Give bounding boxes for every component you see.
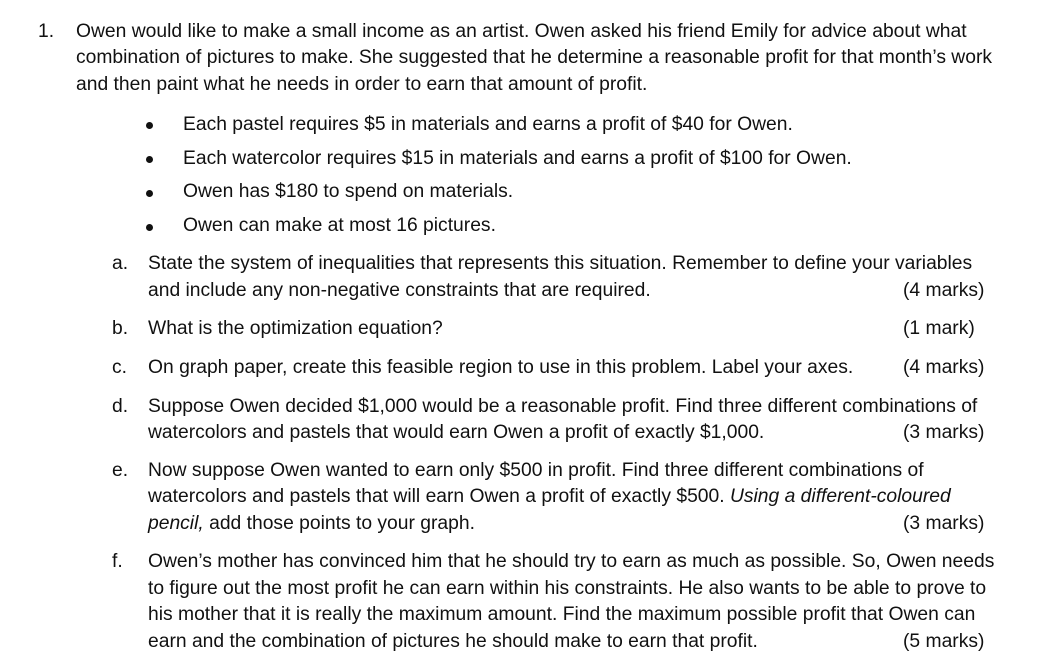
part-text-line: Suppose Owen decided $1,000 would be a reasonable profit. Find three different combinations of	[148, 396, 978, 417]
marks-label: (5 marks)	[903, 631, 985, 652]
part-letter: c.	[112, 357, 127, 378]
part-text-line	[148, 511, 475, 537]
intro-line-3: and then paint what he needs in order to earn that amount of profit.	[76, 74, 648, 95]
part-text-line: On graph paper, create this feasible region to use in this problem. Label your axes.	[148, 357, 854, 378]
part-letter: d.	[112, 396, 129, 417]
part-text-line: Owen’s mother has convinced him that he should try to earn as much as possible. So, Owen needs	[148, 551, 995, 572]
bullet-dot	[146, 190, 153, 197]
marks-label: (1 mark)	[903, 318, 975, 339]
bullet-text: Each pastel requires $5 in materials and earns a profit of $40 for Owen.	[183, 114, 793, 135]
part-text-italic: Using a different-coloured	[729, 486, 951, 507]
bullet-dot	[146, 156, 153, 163]
marks-label: (3 marks)	[903, 422, 985, 443]
part-text-line	[148, 484, 951, 510]
part-text-line: earn and the combination of pictures he should make to earn that profit.	[148, 631, 758, 652]
bullet-text: Each watercolor requires $15 in materials and earns a profit of $100 for Owen.	[183, 148, 852, 169]
part-letter: b.	[112, 318, 129, 339]
part-text-line: State the system of inequalities that represents this situation. Remember to define your variables	[148, 253, 973, 274]
marks-label: (3 marks)	[903, 513, 985, 534]
part-text-line: to figure out the most profit he can earn within his constraints. He also wants to be able to prove to	[148, 578, 987, 599]
intro-line-1: Owen would like to make a small income as an artist. Owen asked his friend Emily for advice about what	[76, 21, 967, 42]
part-letter: a.	[112, 253, 129, 274]
part-text-normal: add those points to your graph.	[203, 513, 475, 534]
intro-line-2: combination of pictures to make. She suggested that he determine a reasonable profit for that month’s work	[76, 47, 993, 68]
bullet-text: Owen has $180 to spend on materials.	[183, 181, 514, 202]
part-text-normal: watercolors and pastels that will earn Owen a profit of exactly $500.	[148, 486, 730, 507]
question-number: 1.	[38, 21, 55, 42]
part-text-line: his mother that it is really the maximum amount. Find the maximum possible profit that Owen can	[148, 604, 976, 625]
part-text-line: and include any non-negative constraints that are required.	[148, 280, 651, 301]
marks-label: (4 marks)	[903, 357, 985, 378]
bullet-dot	[146, 122, 153, 129]
part-letter: f.	[112, 551, 123, 572]
part-letter: e.	[112, 460, 129, 481]
marks-label: (4 marks)	[903, 280, 985, 301]
part-text-line: watercolors and pastels that would earn Owen a profit of exactly $1,000.	[148, 422, 765, 443]
part-text-line: Now suppose Owen wanted to earn only $500 in profit. Find three different combinations of	[148, 460, 924, 481]
bullet-text: Owen can make at most 16 pictures.	[183, 215, 496, 236]
part-text-line: What is the optimization equation?	[148, 318, 443, 339]
part-text-italic: pencil,	[148, 513, 204, 534]
bullet-dot	[146, 224, 153, 231]
